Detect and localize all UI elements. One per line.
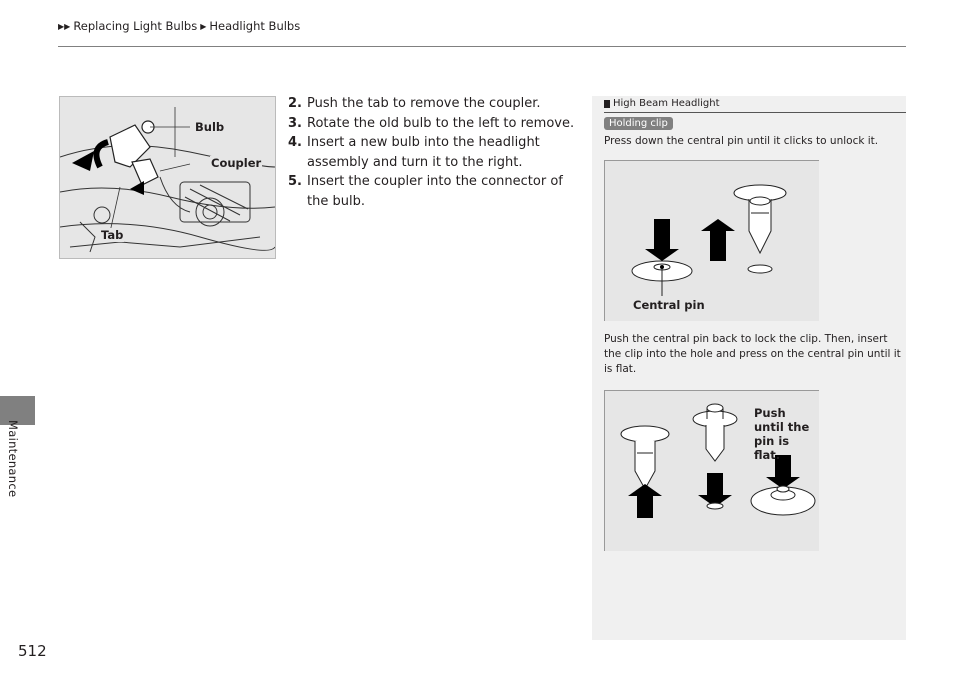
page-number: 512 [18, 642, 47, 660]
clip-unlock-illustration [604, 160, 819, 321]
step-item [288, 133, 584, 172]
clip-unlock-drawing [605, 161, 819, 321]
header-divider [58, 46, 906, 47]
breadcrumb-item-replacing-light-bulbs[interactable]: Replacing Light Bulbs [73, 19, 198, 33]
note-divider [604, 112, 906, 113]
step-number: 5. [288, 174, 302, 189]
clip-lock-illustration [604, 390, 819, 551]
holding-clip-badge: Holding clip [604, 117, 673, 130]
note-title [604, 98, 720, 109]
step-item [288, 114, 584, 134]
step-text: Push the tab to remove the coupler. [307, 96, 541, 111]
step-number: 3. [288, 115, 302, 131]
step-item [288, 94, 584, 114]
step-item [288, 172, 584, 211]
step-text: Insert the coupler into the connector of the bulb. [307, 174, 563, 209]
bulb-label: Bulb [195, 120, 225, 134]
instruction-steps [288, 94, 584, 211]
headlight-bulb-illustration [59, 96, 276, 259]
engine-bay-drawing [60, 97, 275, 258]
step-number: 4. [288, 135, 302, 150]
breadcrumb [58, 19, 300, 33]
note-marker-icon [604, 100, 610, 108]
note-instruction-unlock: Press down the central pin until it clicks to unlock it. [604, 135, 879, 147]
step-number: 2. [288, 96, 302, 111]
section-label: Maintenance [6, 420, 20, 498]
central-pin-label: Central pin [633, 298, 705, 312]
note-instruction-lock: Push the central pin back to lock the clip. Then, insert the clip into the hole and press on the central pin until it is flat. [604, 333, 901, 375]
step-text: Insert a new bulb into the headlight assembly and turn it to the right. [307, 135, 540, 170]
step-text: Rotate the old bulb to the left to remove. [307, 115, 575, 131]
note-title-text: High Beam Headlight [613, 98, 720, 109]
push-until-flat-label: Push until the pin is flat. [754, 406, 810, 462]
breadcrumb-separator-icon: ▶ [200, 21, 207, 31]
breadcrumb-arrow-icon: ▶▶ [58, 21, 71, 31]
breadcrumb-item-headlight-bulbs[interactable]: Headlight Bulbs [209, 19, 301, 33]
tab-label: Tab [101, 228, 124, 242]
coupler-label: Coupler [211, 156, 262, 170]
